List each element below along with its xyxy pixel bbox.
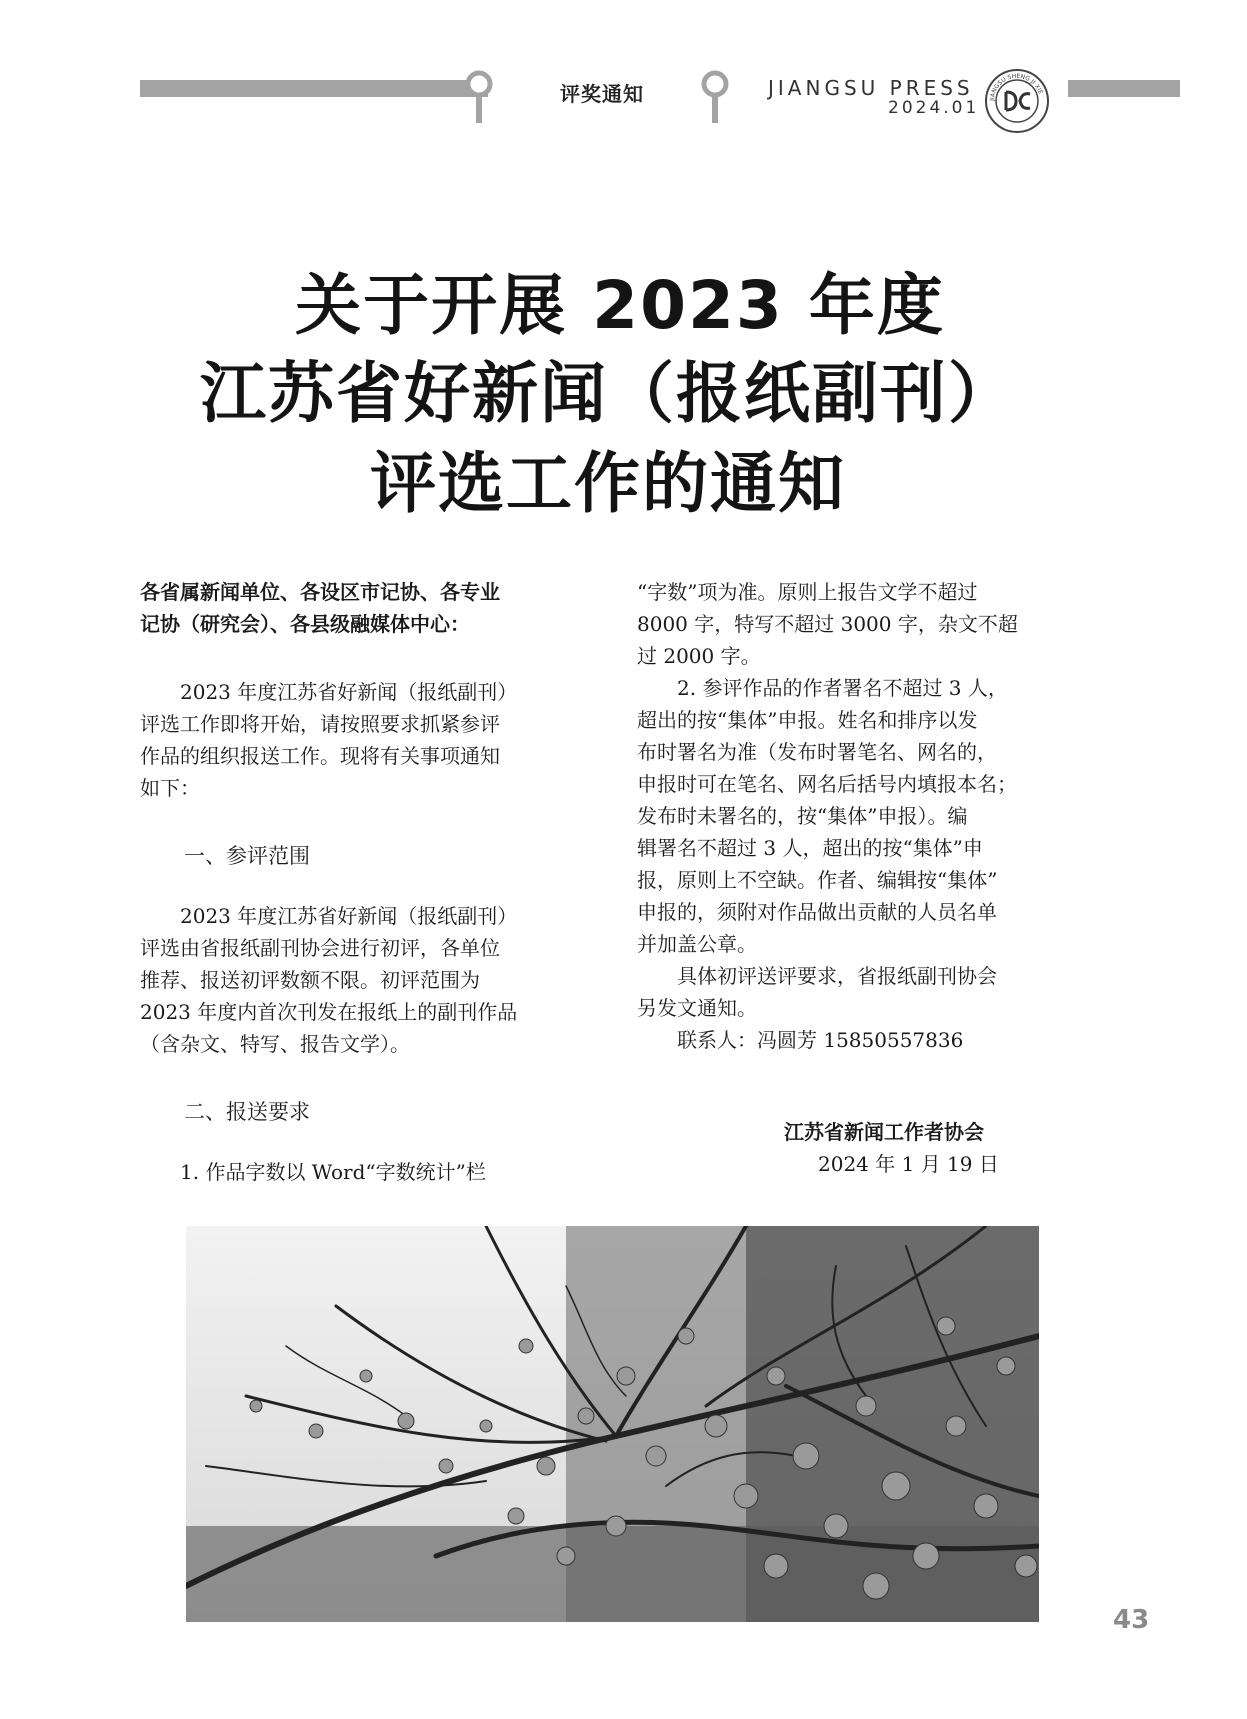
left-column — [140, 576, 580, 1188]
title-line-2: 江苏省好新闻（报纸副刊） — [200, 355, 1016, 432]
plum-blossom-photo — [186, 1226, 1039, 1622]
press-name: JIANGSU PRESS — [768, 76, 974, 100]
requirement-2: 2. 参评作品的作者署名不超过 3 人， 超出的按“集体”申报。姓名和排序以发 布时署名为准（发布时署笔名、网名的， 申报时可在笔名、网名后括号内填报本名； 发布时未署名的，按“集体”申报）。编 辑署名不超过 3 人，超出的按“集体”申 报，原则上不空缺。作者、编辑按“集体” 申报的，须附对作品做出贡献的人员名单 并加盖公章。 — [637, 676, 1017, 956]
contact-line: 联系人：冯圆芳 15850557836 — [677, 1028, 964, 1052]
intro-paragraph: 2023 年度江苏省好新闻（报纸副刊） 评选工作即将开始，请按照要求抓紧参评 作品的组织报送工作。现将有关事项通知 如下： — [140, 680, 518, 800]
requirement-1-start: 1. 作品字数以 Word“字数统计”栏 — [180, 1160, 486, 1184]
association-logo-icon — [984, 68, 1050, 134]
section-heading-scope: 一、参评范围 — [184, 844, 310, 868]
requirement-1-continued: “字数”项为准。原则上报告文学不超过 8000 字，特写不超过 3000 字，杂文不超 过 2000 字。 — [637, 580, 1018, 668]
issue-number: 2024.01 — [888, 98, 980, 118]
title-line-3: 评选工作的通知 — [370, 445, 846, 522]
header-rule-right — [1068, 80, 1180, 97]
issuing-organization: 江苏省新闻工作者协会 — [784, 1120, 984, 1144]
section-label: 评奖通知 — [560, 82, 644, 106]
notice-paragraph: 具体初评送评要求，省报纸副刊协会 另发文通知。 — [637, 964, 997, 1020]
page-number: 43 — [1113, 1605, 1150, 1635]
scope-paragraph: 2023 年度江苏省好新闻（报纸副刊） 评选由省报纸副刊协会进行初评，各单位 推荐、报送初评数额不限。初评范围为 2023 年度内首次刊发在报纸上的副刊作品 （含杂文、特写、报告文学）。 — [140, 904, 518, 1056]
title-line-1: 关于开展 2023 年度 — [295, 267, 945, 344]
right-column — [637, 576, 1080, 1056]
svg-text:JIANGSU SHENG JI XIE: JIANGSU SHENG JI XIE — [988, 72, 1044, 102]
header-rule-left — [140, 80, 488, 97]
pin-icon — [700, 70, 730, 126]
section-heading-requirements: 二、报送要求 — [184, 1100, 310, 1124]
pin-icon — [464, 70, 494, 126]
salutation: 各省属新闻单位、各设区市记协、各专业 记协（研究会）、各县级融媒体中心： — [140, 580, 500, 636]
issue-date: 2024 年 1 月 19 日 — [818, 1152, 999, 1176]
